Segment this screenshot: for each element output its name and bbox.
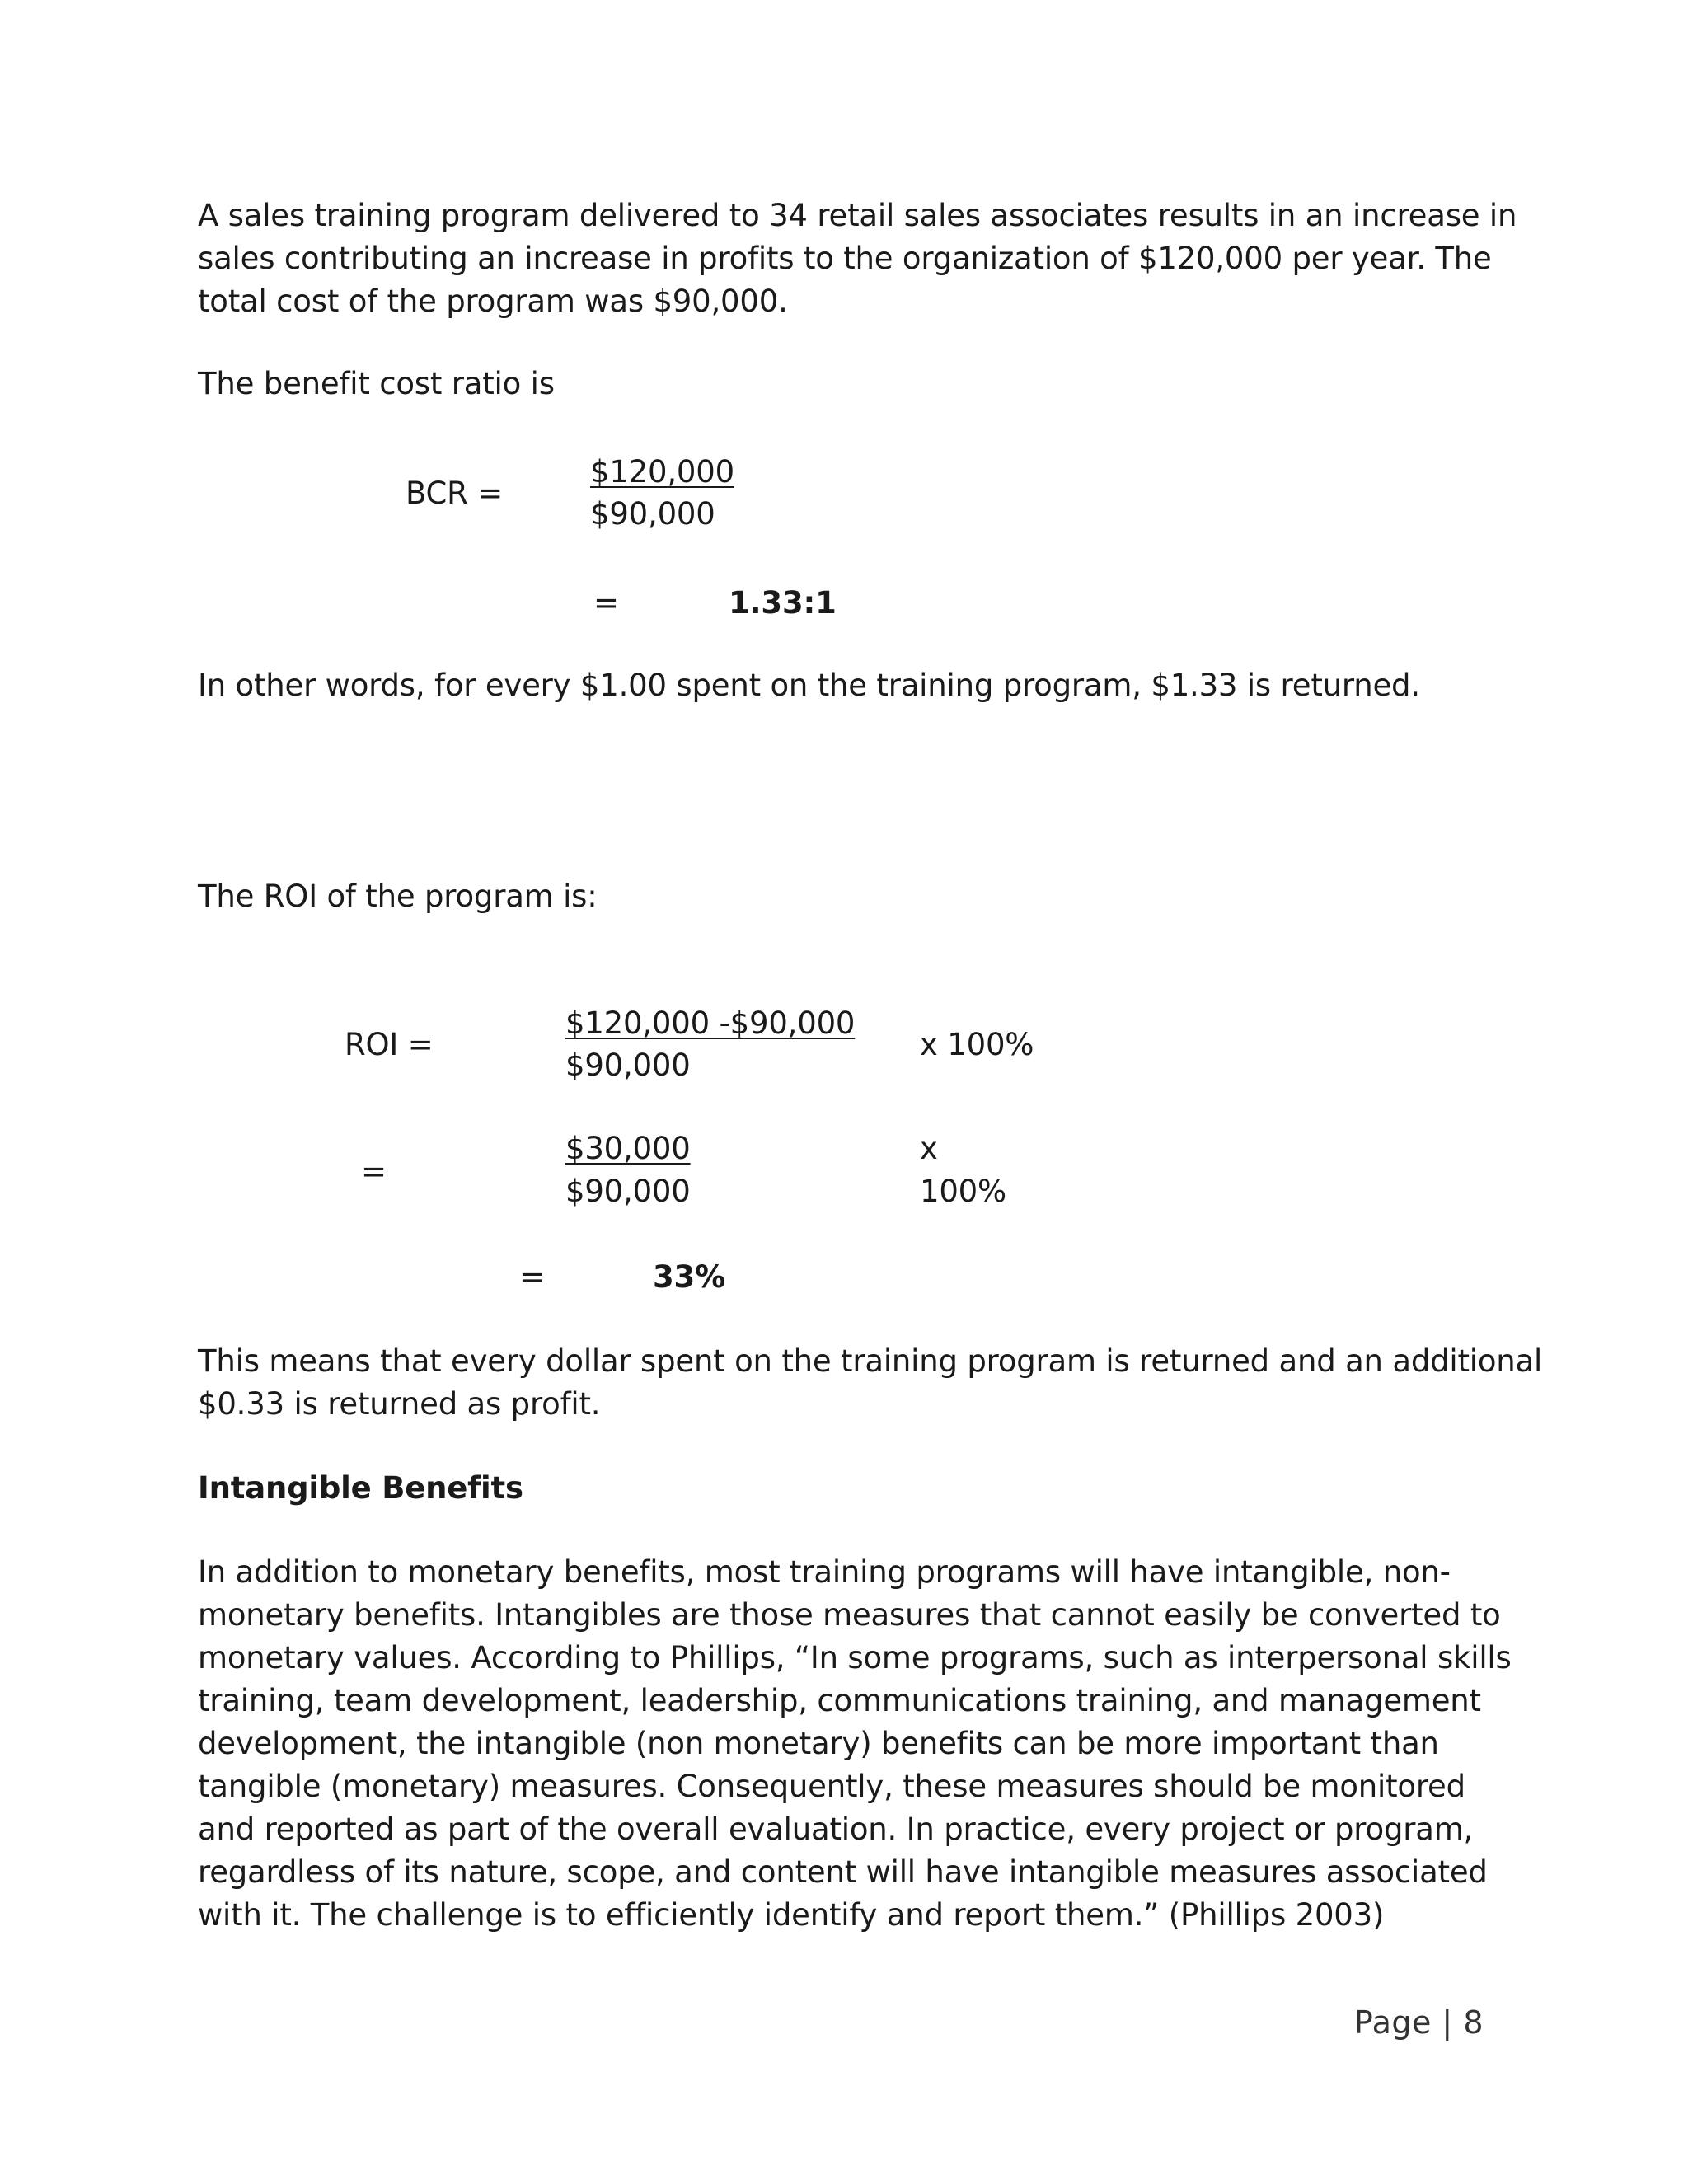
bcr-denominator: $90,000 <box>590 496 715 532</box>
roi-step1-multiplier: x 100% <box>920 1027 1034 1062</box>
intangible-line: monetary values. According to Phillips, “In some programs, such as interpersonal skills <box>198 1640 1512 1675</box>
roi-result: 33% <box>653 1259 725 1295</box>
intangible-line: and reported as part of the overall evaluation. In practice, every project or program, <box>198 1811 1474 1847</box>
roi-explanation-line: This means that every dollar spent on the training program is returned and an additional <box>198 1343 1543 1379</box>
intangible-line: training, team development, leadership, communications training, and management <box>198 1683 1481 1718</box>
roi-step2-multiplier-x: x <box>920 1131 938 1166</box>
intangible-line: regardless of its nature, scope, and content will have intangible measures associated <box>198 1854 1488 1890</box>
roi-step1-denominator: $90,000 <box>565 1047 691 1083</box>
roi-label: ROI = <box>345 1027 434 1062</box>
bcr-numerator: $120,000 <box>590 454 734 490</box>
intangible-line: with it. The challenge is to efficiently identify and report them.” (Phillips 2003) <box>198 1897 1385 1933</box>
section-heading: Intangible Benefits <box>198 1470 523 1506</box>
bcr-explanation: In other words, for every $1.00 spent on the training program, $1.33 is returned. <box>198 668 1420 703</box>
intangible-line: In addition to monetary benefits, most training programs will have intangible, non- <box>198 1554 1451 1590</box>
intro-line: A sales training program delivered to 34 retail sales associates results in an increase in <box>198 198 1517 233</box>
roi-step3-equals: = <box>519 1259 545 1295</box>
bcr-lead-text: The benefit cost ratio is <box>198 366 555 401</box>
roi-step2-denominator: $90,000 <box>565 1174 691 1209</box>
roi-step1-numerator: $120,000 -$90,000 <box>565 1005 856 1041</box>
intro-paragraph <box>198 194 1517 323</box>
intro-line: total cost of the program was $90,000. <box>198 284 788 319</box>
page-number: Page | 8 <box>1353 2004 1484 2041</box>
intangible-line: development, the intangible (non monetary) benefits can be more important than <box>198 1726 1439 1761</box>
intangible-line: monetary benefits. Intangibles are those measures that cannot easily be converted to <box>198 1597 1501 1633</box>
roi-explanation-line: $0.33 is returned as profit. <box>198 1386 601 1422</box>
bcr-label: BCR = <box>406 476 504 511</box>
roi-step2-equals: = <box>361 1154 387 1189</box>
roi-explanation <box>198 1340 1543 1426</box>
roi-lead-text: The ROI of the program is: <box>198 879 598 914</box>
roi-step2-numerator: $30,000 <box>565 1131 691 1166</box>
intangible-paragraph <box>198 1551 1517 1937</box>
intro-line: sales contributing an increase in profits to the organization of $120,000 per year. The <box>198 241 1492 276</box>
roi-step2-multiplier-pct: 100% <box>920 1174 1006 1209</box>
bcr-equals: = <box>593 585 619 621</box>
intangible-line: tangible (monetary) measures. Consequently, these measures should be monitored <box>198 1769 1465 1804</box>
bcr-result: 1.33:1 <box>729 585 837 621</box>
